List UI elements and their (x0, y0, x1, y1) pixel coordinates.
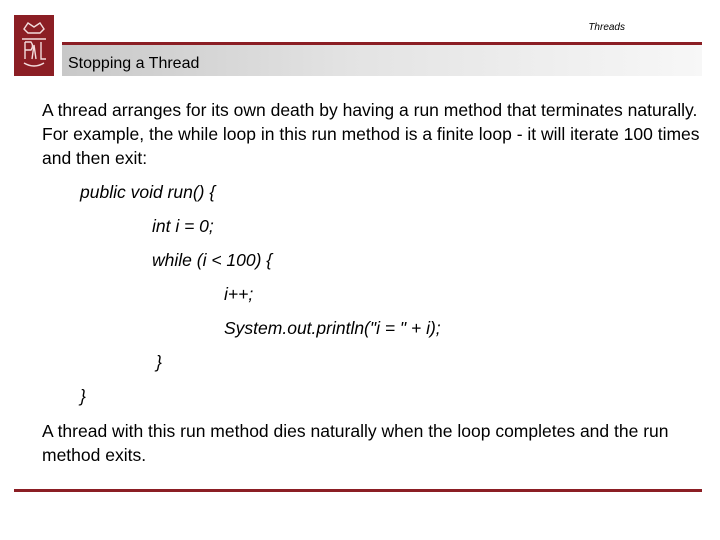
code-line-7: } (80, 386, 86, 406)
code-line-5: System.out.println("i = " + i); (224, 318, 441, 338)
code-line-4: i++; (224, 284, 254, 304)
header-label: Threads (588, 22, 625, 33)
code-line-2: int i = 0; (152, 216, 214, 236)
bottom-rule (14, 489, 702, 492)
university-seal-icon (14, 15, 54, 76)
closing-paragraph: A thread with this run method dies naturally when the loop completes and the run method exits. (42, 421, 669, 465)
code-line-6: } (156, 352, 162, 372)
code-line-3: while (i < 100) { (152, 250, 273, 270)
slide-title: Stopping a Thread (68, 55, 200, 72)
code-line-1: public void run() { (80, 182, 216, 202)
intro-paragraph: A thread arranges for its own death by having a run method that terminates naturally. For example, the while loop in this run method is a finite loop - it will iterate 100 times and then exit: (42, 100, 700, 168)
